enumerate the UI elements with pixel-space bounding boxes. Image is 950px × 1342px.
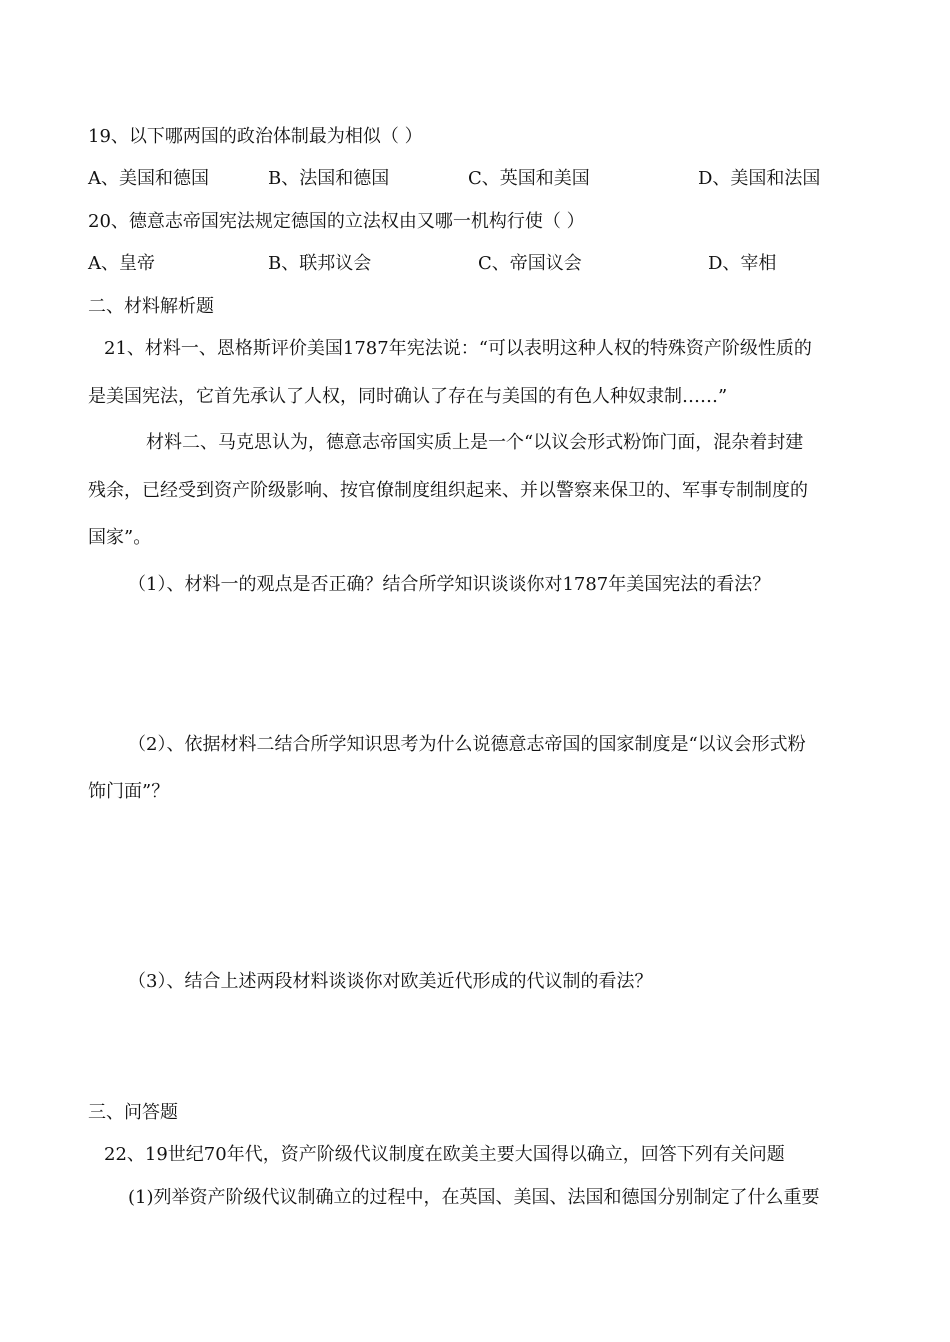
question-19-option-c: C、英国和美国: [468, 168, 590, 189]
sub-question-3: （3）、结合上述两段材料谈谈你对欧美近代形成的代议制的看法？: [128, 971, 653, 992]
sub-question-2-line-1: （2）、依据材料二结合所学知识思考为什么说德意志帝国的国家制度是“以议会形式粉: [128, 734, 806, 755]
question-19-option-d: D、美国和法国: [698, 168, 821, 189]
material-1-line-1: 21、材料一、恩格斯评价美国1787年宪法说：“可以表明这种人权的特殊资产阶级性质的: [104, 338, 812, 359]
question-20-stem: 20、德意志帝国宪法规定德国的立法权由又哪一机构行使（ ）: [88, 211, 585, 232]
question-19-stem: 19、以下哪两国的政治体制最为相似（ ）: [88, 126, 423, 147]
question-22-stem: 22、19世纪70年代，资产阶级代议制度在欧美主要大国得以确立，回答下列有关问题: [104, 1144, 785, 1165]
question-19-option-b: B、法国和德国: [268, 168, 390, 189]
question-19-option-a: A、美国和德国: [88, 168, 209, 189]
sub-question-2-line-2: 饰门面”？: [88, 781, 170, 802]
material-2-line-1: 材料二、马克思认为，德意志帝国实质上是一个“以议会形式粉饰门面，混杂着封建: [146, 432, 804, 453]
material-2-line-2: 残余，已经受到资产阶级影响、按官僚制度组织起来、并以警察来保卫的、军事专制制度的: [88, 480, 808, 501]
sub-question-1: （1）、材料一的观点是否正确？结合所学知识谈谈你对1787年美国宪法的看法？: [128, 574, 771, 595]
material-2-line-3: 国家”。: [88, 527, 152, 548]
question-22-sub-1: (1)列举资产阶级代议制确立的过程中，在英国、美国、法国和德国分别制定了什么重要: [128, 1187, 820, 1208]
question-20-option-a: A、皇帝: [88, 253, 155, 274]
section-2-heading: 二、材料解析题: [88, 296, 214, 317]
section-3-heading: 三、问答题: [88, 1102, 178, 1123]
question-20-option-c: C、帝国议会: [478, 253, 582, 274]
material-1-line-2: 是美国宪法，它首先承认了人权，同时确认了存在与美国的有色人种奴隶制……”: [88, 386, 728, 407]
question-20-option-d: D、宰相: [708, 253, 777, 274]
question-20-option-b: B、联邦议会: [268, 253, 372, 274]
